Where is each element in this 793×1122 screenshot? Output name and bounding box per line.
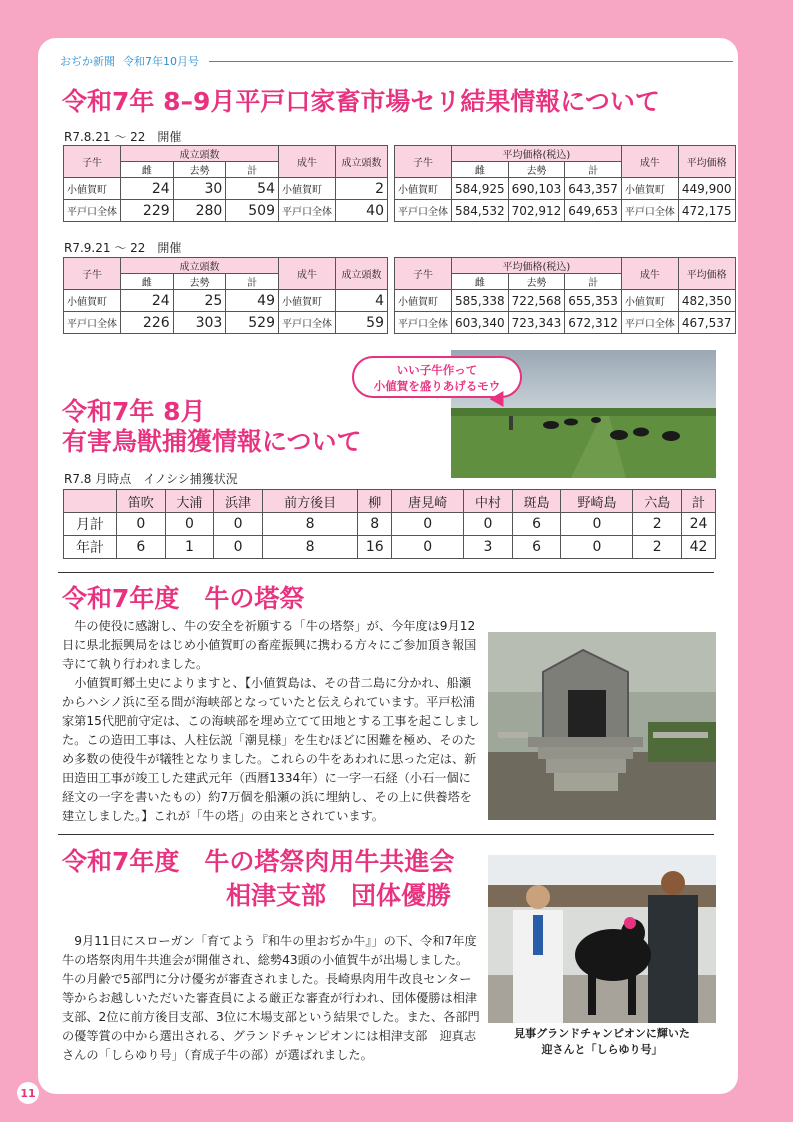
header-rule bbox=[209, 61, 733, 62]
column-header: 中村 bbox=[464, 490, 513, 513]
column-header: 斑島 bbox=[512, 490, 561, 513]
boar-capture-table bbox=[63, 489, 716, 559]
photo-caption bbox=[488, 1026, 716, 1058]
wildlife-title-line1: 令和7年 8月 bbox=[62, 397, 206, 426]
show-body bbox=[62, 932, 480, 1065]
period1-count-table: 子牛 成立頭数 成牛 成立頭数 雌 去勢 計 小値賀町 24 30 54 小値賀町 2 平戸口全体 229 280 509 平戸口全体 40 bbox=[63, 145, 388, 222]
wildlife-title-line2: 有害鳥獣捕獲情報について bbox=[62, 427, 362, 456]
show-title-line2: 相津支部 団体優勝 bbox=[226, 881, 452, 910]
column-header: 柳 bbox=[358, 490, 392, 513]
issue-label: 令和7年10月号 bbox=[123, 55, 199, 68]
table-row: 平戸口全体 584,532 702,912 649,653 平戸口全体 472,175 bbox=[395, 200, 736, 222]
column-header: 浜津 bbox=[214, 490, 263, 513]
show-title-line1: 令和7年度 牛の塔祭肉用牛共進会 bbox=[62, 847, 455, 876]
table-row: 小値賀町 24 25 49 小値賀町 4 bbox=[64, 290, 388, 312]
column-header: 野崎島 bbox=[561, 490, 633, 513]
table-row: 平戸口全体 603,340 723,343 672,312 平戸口全体 467,537 bbox=[395, 312, 736, 334]
table-row: 平戸口全体 226 303 529 平戸口全体 59 bbox=[64, 312, 388, 334]
period1-price-table: 子牛 平均価格(税込) 成牛 平均価格 雌 去勢 計 小値賀町 584,925 690,103 643,357 小値賀町 449,900 平戸口全体 584,532 702,912 649,653 平戸口全体 472,175 bbox=[394, 145, 736, 222]
table-row: 平戸口全体 229 280 509 平戸口全体 40 bbox=[64, 200, 388, 222]
caption-line2: 迎さんと「しらゆり号」 bbox=[541, 1043, 663, 1056]
ushinoto-body bbox=[62, 617, 480, 826]
bubble-line1: いい子牛作って bbox=[396, 363, 478, 377]
table-row: 年計 6 1 0 8 16 0 3 6 0 2 42 bbox=[64, 536, 716, 559]
market-results-title: 令和7年 8–9月平戸口家畜市場セリ結果情報について bbox=[62, 87, 660, 116]
column-header: 六島 bbox=[633, 490, 682, 513]
boar-capture-note: R7.8 月時点 イノシシ捕獲状況 bbox=[64, 472, 238, 486]
column-header: 計 bbox=[682, 490, 716, 513]
cow-memorial-tower-photo bbox=[488, 632, 716, 820]
column-header: 前方後目 bbox=[262, 490, 357, 513]
ushinoto-title: 令和7年度 牛の塔祭 bbox=[62, 584, 305, 613]
period2-count-table: 子牛 成立頭数 成牛 成立頭数 雌 去勢 計 小値賀町 24 25 49 小値賀町 4 平戸口全体 226 303 529 平戸口全体 59 bbox=[63, 257, 388, 334]
column-header: 大浦 bbox=[165, 490, 214, 513]
section-divider bbox=[58, 572, 714, 573]
table-row: 月計 0 0 0 8 8 0 0 6 0 2 24 bbox=[64, 513, 716, 536]
period2-price-table: 子牛 平均価格(税込) 成牛 平均価格 雌 去勢 計 小値賀町 585,338 722,568 655,353 小値賀町 482,350 平戸口全体 603,340 723,343 672,312 平戸口全体 467,537 bbox=[394, 257, 736, 334]
column-header: 笛吹 bbox=[117, 490, 166, 513]
table-row: 小値賀町 24 30 54 小値賀町 2 bbox=[64, 178, 388, 200]
page-number: 11 bbox=[17, 1082, 39, 1104]
period1-label: R7.8.21 ～ 22 開催 bbox=[64, 130, 182, 144]
show-para1: 9月11日にスローガン「育てよう『和牛の里おぢか牛』」の下、令和7年度牛の塔祭肉用牛共進会が開催され、総勢43頭の小値賀牛が出場しました。牛の月齢で5部門に分け優劣が審査されました。長崎県肉用牛改良センター等からお越しいただいた審査員による厳正な審査が行われ、団体優勝は相津支部、2位に前方後目支部、3位に木場支部という結果でした。また、各部門の優等賞の中から選出される、グランドチャンピオンには相津支部 迎真志さんの「しらゆり号」（育成子牛の部）が選ばれました。 bbox=[62, 934, 480, 1062]
ushinoto-para2: 小値賀町郷土史によりますと、【小値賀島は、その昔二島に分かれ、船瀬からハシノ浜に至る間が海峡部となっていたと伝えられています。平戸松浦家第15代肥前守定は、この海峡部を埋め立てて田地とする工事を起こしました。この造田工事は、人柱伝説「潮見様」を生むほどに困難を極め、そのため多数の使役牛が犠牲となりました。これらの牛をあわれに思った定は、新田造田工事が竣工した建武元年（西暦1334年）に一字一石経（小石一個に経文の一字を書いたもの）約7万個を船瀬の浜に埋納し、その上に供養塔を建立しました。】これが「牛の塔」の由来とされています。 bbox=[62, 676, 480, 823]
table-row: 小値賀町 585,338 722,568 655,353 小値賀町 482,350 bbox=[395, 290, 736, 312]
bubble-line2: 小値賀を盛りあげるモウ bbox=[373, 379, 501, 393]
grand-champion-photo bbox=[488, 855, 716, 1023]
mascot-speech-bubble bbox=[352, 356, 522, 398]
page-header bbox=[60, 52, 733, 70]
ushinoto-para1: 牛の使役に感謝し、牛の安全を祈願する「牛の塔祭」が、今年度は9月12日に県北振興局をはじめ小値賀町の畜産振興に携わる方々にご参加頂き報国寺にて執り行われました。 bbox=[62, 619, 477, 671]
caption-line1: 見事グランドチャンピオンに輝いた bbox=[514, 1027, 690, 1040]
section-divider bbox=[58, 834, 714, 835]
column-header: 唐見崎 bbox=[392, 490, 464, 513]
period2-label: R7.9.21 ～ 22 開催 bbox=[64, 241, 182, 255]
newsletter-name: おぢか新聞 bbox=[60, 55, 115, 68]
table-row: 小値賀町 584,925 690,103 643,357 小値賀町 449,900 bbox=[395, 178, 736, 200]
corner-cell bbox=[64, 490, 117, 513]
